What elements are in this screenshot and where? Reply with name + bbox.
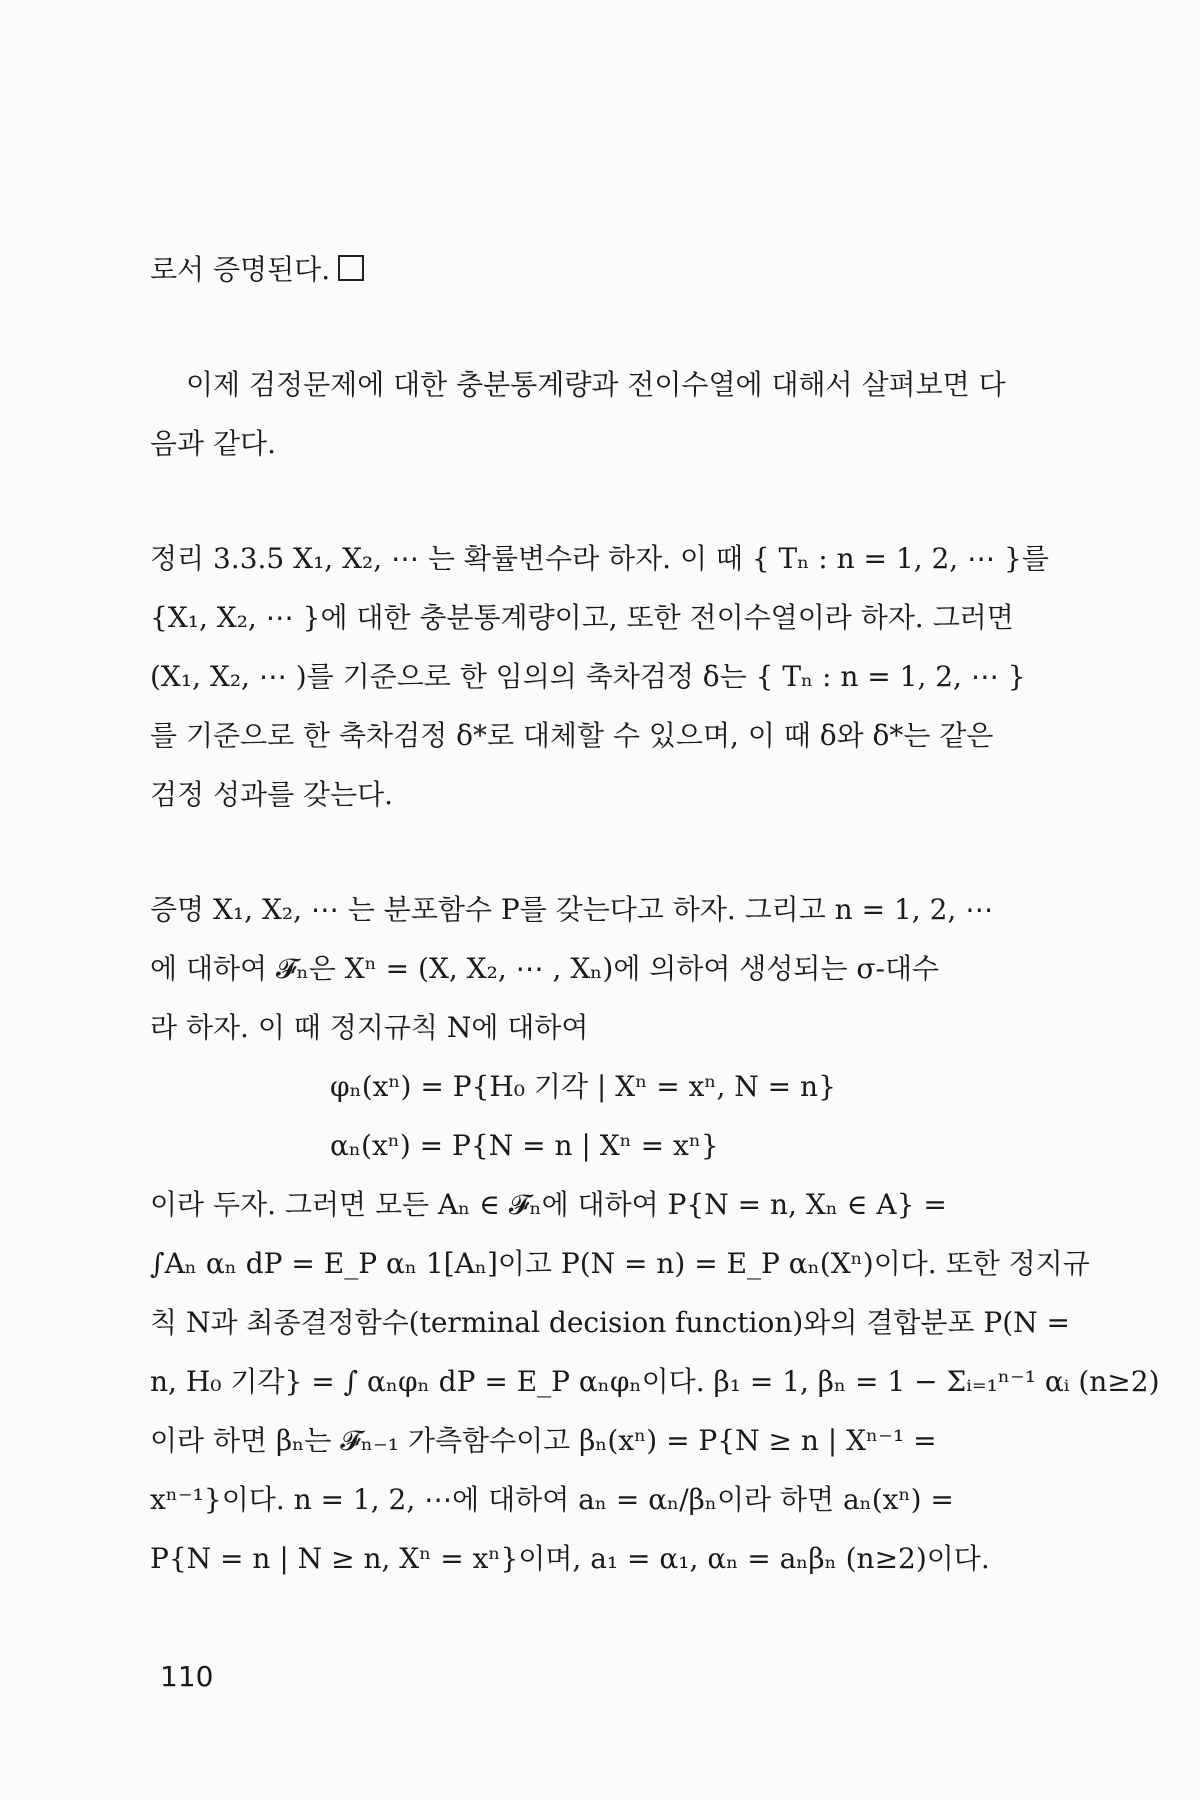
- proof-line: 이라 두자. 그러면 모든 Aₙ ∈ 𝓕ₙ에 대하여 P{N = n, Xₙ ∈ A} =: [150, 1188, 947, 1221]
- intro-paragraph: [150, 355, 1042, 473]
- proof-line: 칙 N과 최종결정함수(terminal decision function)와의 결합분포 P(N =: [150, 1306, 1070, 1339]
- theorem-line: 검정 성과를 갖는다.: [150, 778, 394, 811]
- proof-line: xⁿ⁻¹}이다. n = 1, 2, ⋯에 대하여 aₙ = αₙ/βₙ이라 하면 aₙ(xⁿ) =: [150, 1483, 954, 1516]
- equation-alpha: αₙ(xⁿ) = P{N = n | Xⁿ = xⁿ}: [330, 1129, 719, 1162]
- proof-line: ∫Aₙ αₙ dP = E_P αₙ 1[Aₙ]이고 P(N = n) = E_P αₙ(Xⁿ)이다. 또한 정지규: [150, 1247, 1090, 1280]
- theorem-line: 정리 3.3.5 X₁, X₂, ⋯ 는 확률변수라 하자. 이 때 { Tₙ : n = 1, 2, ⋯ }를: [150, 542, 1049, 575]
- theorem-line: (X₁, X₂, ⋯ )를 기준으로 한 임의의 축차검정 δ는 { Tₙ : n = 1, 2, ⋯ }: [150, 660, 1026, 693]
- qed-square-icon: [338, 255, 364, 281]
- theorem-paragraph: [150, 529, 1049, 824]
- page-number: 110: [160, 1660, 214, 1693]
- theorem-line: {X₁, X₂, ⋯ }에 대한 충분통계량이고, 또한 전이수열이라 하자. 그러면: [150, 601, 1014, 634]
- equation-phi: φₙ(xⁿ) = P{H₀ 기각 | Xⁿ = xⁿ, N = n}: [330, 1070, 836, 1103]
- theorem-line: 를 기준으로 한 축차검정 δ*로 대체할 수 있으며, 이 때 δ와 δ*는 같은: [150, 719, 994, 752]
- page-body: [150, 240, 1160, 1588]
- proof-line: 에 대하여 𝓕ₙ은 Xⁿ = (X, X₂, ⋯ , Xₙ)에 의하여 생성되는 σ-대수: [150, 952, 940, 985]
- end-of-proof-text: 로서 증명된다.: [150, 253, 331, 286]
- intro-line: 음과 같다.: [150, 427, 276, 460]
- intro-line: 이제 검정문제에 대한 충분통계량과 전이수열에 대해서 살펴보면 다: [186, 368, 1006, 401]
- proof-line: n, H₀ 기각} = ∫ αₙφₙ dP = E_P αₙφₙ이다. β₁ = 1, βₙ = 1 − Σᵢ₌₁ⁿ⁻¹ αᵢ (n≥2): [150, 1365, 1160, 1398]
- end-of-proof-line: [150, 240, 1042, 299]
- proof-line: 증명 X₁, X₂, ⋯ 는 분포함수 P를 갖는다고 하자. 그리고 n = 1, 2, ⋯: [150, 893, 994, 926]
- proof-line: 이라 하면 βₙ는 𝓕ₙ₋₁ 가측함수이고 βₙ(xⁿ) = P{N ≥ n | Xⁿ⁻¹ =: [150, 1424, 937, 1457]
- proof-line: 라 하자. 이 때 정지규칙 N에 대하여: [150, 1011, 589, 1044]
- proof-paragraph: [150, 880, 1160, 1588]
- proof-line: P{N = n | N ≥ n, Xⁿ = xⁿ}이며, a₁ = α₁, αₙ = aₙβₙ (n≥2)이다.: [150, 1542, 990, 1575]
